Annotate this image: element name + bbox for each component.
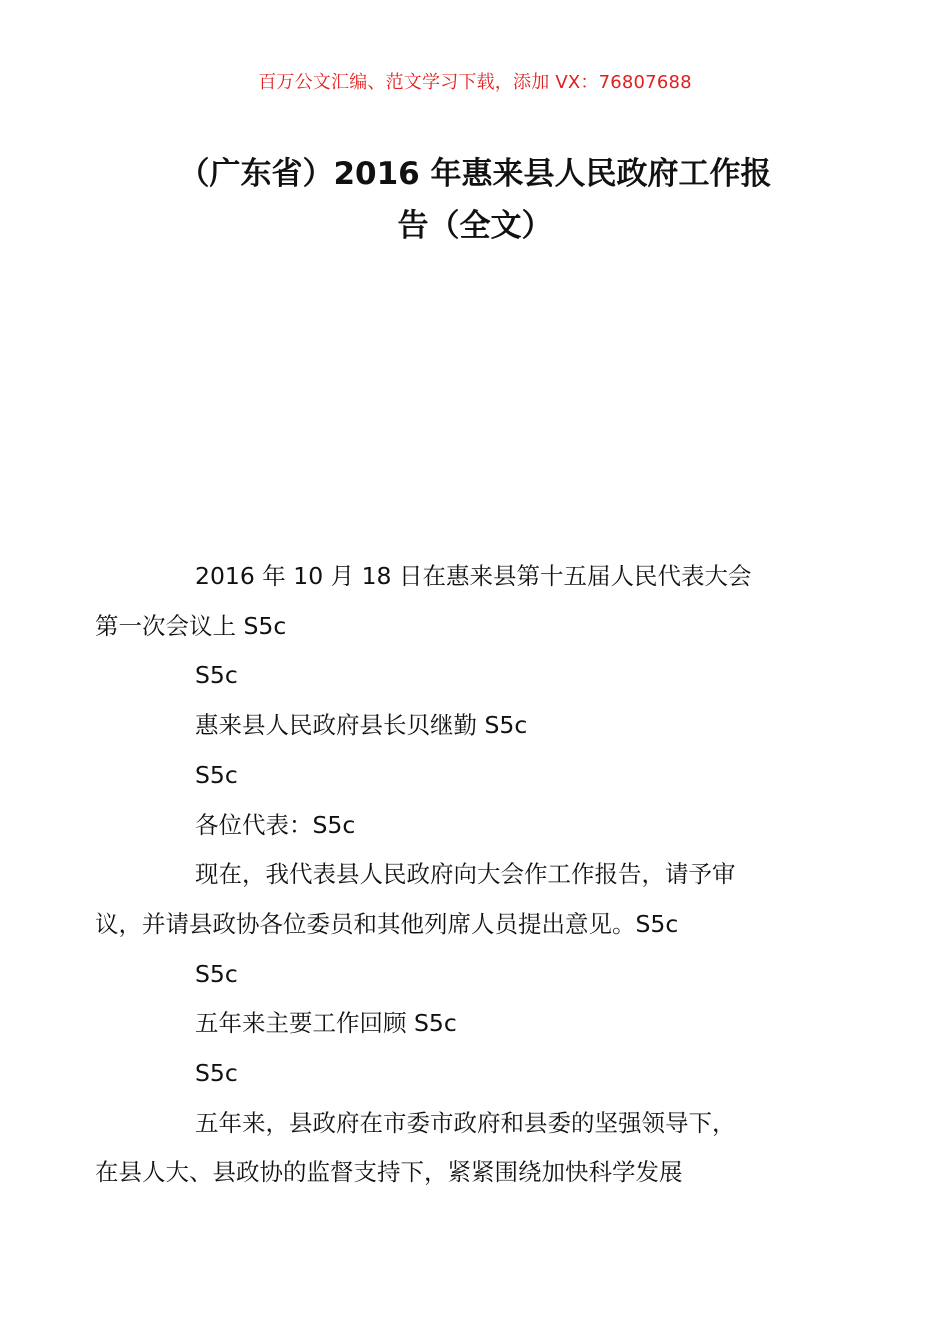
paragraph-line: 五年来主要工作回顾 S5c xyxy=(195,1009,457,1038)
paragraph-line: 第一次会议上 S5c xyxy=(95,611,287,640)
paragraph-line: 现在，我代表县人民政府向大会作工作报告，请予审 xyxy=(195,860,736,889)
paragraph-line: 惠来县人民政府县长贝继勤 S5c xyxy=(195,711,528,740)
paragraph-line: 议，并请县政协各位委员和其他列席人员提出意见。S5c xyxy=(95,909,679,938)
paragraph xyxy=(145,801,810,851)
paragraph-line: S5c xyxy=(195,1059,238,1088)
paragraph-line: 各位代表：S5c xyxy=(195,810,356,839)
document-title xyxy=(145,148,805,252)
paragraph-line: 2016 年 10 月 18 日在惠来县第十五届人民代表大会 xyxy=(195,562,752,590)
paragraph xyxy=(145,999,810,1049)
paragraph-line: S5c xyxy=(195,959,238,988)
paragraph xyxy=(145,950,810,1000)
paragraph-line: S5c xyxy=(195,760,238,789)
document-body xyxy=(95,552,810,1198)
title-line-1: （广东省）2016 年惠来县人民政府工作报 xyxy=(178,156,772,192)
paragraph xyxy=(145,751,810,801)
paragraph-line: S5c xyxy=(195,661,238,690)
header-note: 百万公文汇编、范文学习下载，添加 VX：76807688 xyxy=(258,72,692,93)
paragraph-line: 五年来，县政府在市委市政府和县委的坚强领导下， xyxy=(195,1108,736,1137)
paragraph xyxy=(95,850,810,949)
paragraph xyxy=(95,1099,810,1198)
paragraph xyxy=(95,552,810,651)
paragraph xyxy=(145,651,810,701)
paragraph xyxy=(145,1049,810,1099)
paragraph-line: 在县人大、县政协的监督支持下，紧紧围绕加快科学发展 xyxy=(95,1158,683,1187)
paragraph xyxy=(145,701,810,751)
title-line-2: 告（全文） xyxy=(397,208,553,244)
